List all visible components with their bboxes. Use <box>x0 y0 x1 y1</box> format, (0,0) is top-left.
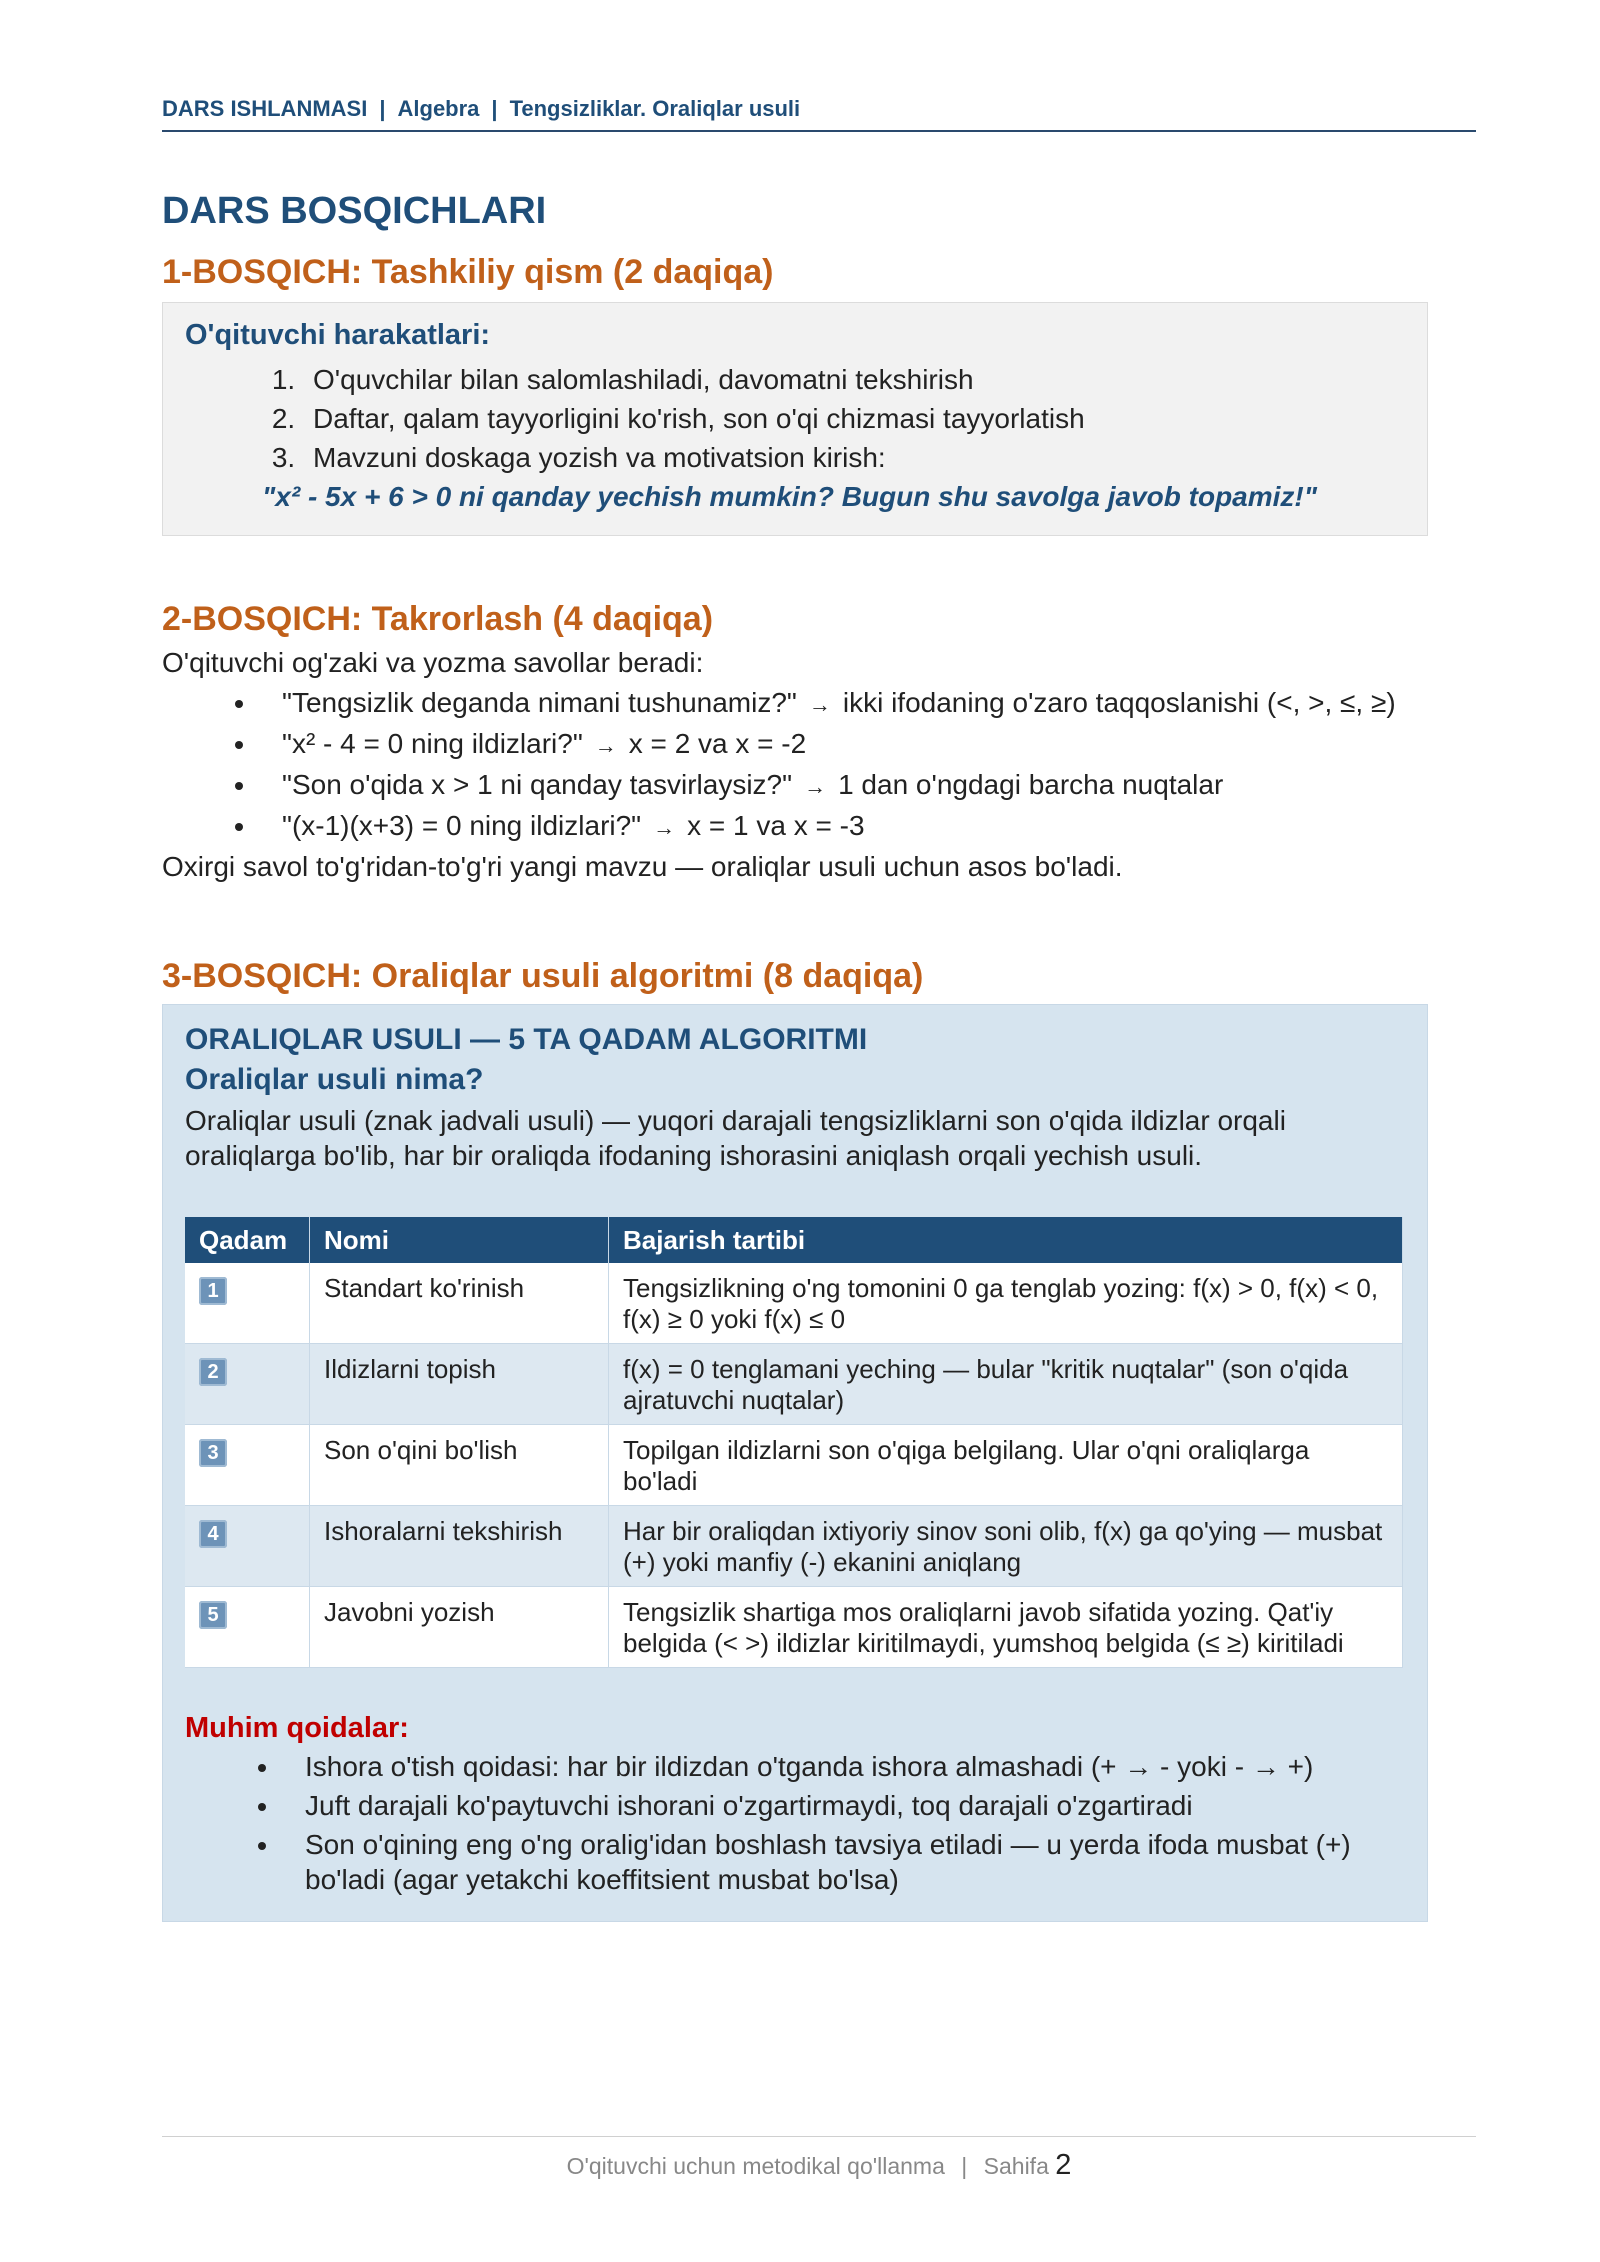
step-name-cell: Ildizlarni topish <box>310 1344 609 1425</box>
footer-text: O'qituvchi uchun metodikal qo'llanma <box>566 2153 945 2179</box>
stage1-box <box>162 302 1428 536</box>
stage2-outro: Oxirgi savol to'g'ridan-to'g'ri yangi mavzu — oraliqlar usuli uchun asos bo'ladi. <box>162 851 1123 882</box>
table-row <box>185 1425 1403 1506</box>
footer-page-label: Sahifa <box>983 2153 1049 2179</box>
header-topic: Tengsizliklar. Oraliqlar usuli <box>509 96 801 121</box>
header-separator: | <box>379 96 386 121</box>
arrow-icon: → <box>804 774 827 799</box>
keycap-number-icon: 5 <box>199 1601 227 1629</box>
keycap-number-icon: 4 <box>199 1520 227 1548</box>
list-item: 2. Daftar, qalam tayyorligini ko'rish, son o'qi chizmasi tayyorlatish <box>303 399 1405 438</box>
answer-text: x = 2 va x = -2 <box>628 728 807 759</box>
rules-title: Muhim qoidalar: <box>185 1712 409 1744</box>
step-desc-cell: Tengsizlik shartiga mos oraliqlarni javob sifatida yozing. Qat'iy belgida (< >) ildizlar kiritilmaydi, yumshoq belgida (≤ ≥) kiritiladi <box>609 1587 1403 1668</box>
algorithm-box-title: ORALIQLAR USULI — 5 TA QADAM ALGORITMI <box>185 1023 868 1056</box>
column-header: Bajarish tartibi <box>609 1217 1403 1263</box>
step-desc-cell: f(x) = 0 tenglamani yeching — bular "kritik nuqtalar" (son o'qida ajratuvchi nuqtalar) <box>609 1344 1403 1425</box>
list-item <box>258 806 1476 847</box>
step-name-cell: Javobni yozish <box>310 1587 609 1668</box>
keycap-number-icon: 3 <box>199 1439 227 1467</box>
step-name-cell: Son o'qini bo'lish <box>310 1425 609 1506</box>
list-item: 1. O'quvchilar bilan salomlashiladi, davomatni tekshirish <box>303 360 1405 399</box>
footer-separator: | <box>961 2153 968 2179</box>
step-number-cell <box>185 1587 310 1668</box>
main-content <box>162 190 1476 1922</box>
table-row <box>185 1587 1403 1668</box>
list-item: 3. Mavzuni doskaga yozish va motivatsion kirish: <box>303 438 1405 477</box>
page-title: DARS BOSQICHLARI <box>162 190 547 232</box>
list-item: • Ishora o'tish qoidasi: har bir ildizdan o'tganda ishora almashadi (+ → - yoki - → +) <box>281 1749 1405 1784</box>
motivation-quote: "x² - 5x + 6 > 0 ni qanday yechish mumkin? Bugun shu savolga javob topamiz!" <box>262 481 1318 512</box>
step-desc-cell: Har bir oraliqdan ixtiyoriy sinov soni olib, f(x) ga qo'ying — musbat (+) yoki manfiy (-) ekanini aniqlang <box>609 1506 1403 1587</box>
step-number-cell <box>185 1425 310 1506</box>
step-number-cell <box>185 1263 310 1344</box>
stage1-box-title: O'qituvchi harakatlari: <box>185 319 491 351</box>
answer-text: ikki ifodaning o'zaro taqqoslanishi (<, >, ≤, ≥) <box>842 687 1396 718</box>
definition-subtitle: Oraliqlar usuli nima? <box>185 1063 484 1096</box>
keycap-number-icon: 1 <box>199 1277 227 1305</box>
stage2-questions <box>162 683 1476 847</box>
page-number: 2 <box>1055 2149 1072 2181</box>
stage1-title: 1-BOSQICH: Tashkiliy qism (2 daqiqa) <box>162 253 774 291</box>
table-row <box>185 1506 1403 1587</box>
stage2-intro: O'qituvchi og'zaki va yozma savollar beradi: <box>162 647 704 678</box>
rules-list <box>185 1749 1405 1897</box>
step-name-cell: Standart ko'rinish <box>310 1263 609 1344</box>
list-item <box>258 724 1476 765</box>
stage3-box <box>162 1004 1428 1922</box>
question-text: "Son o'qida x > 1 ni qanday tasvirlaysiz?" <box>282 769 793 800</box>
step-number-cell <box>185 1344 310 1425</box>
step-desc-cell: Tengsizlikning o'ng tomonini 0 ga tenglab yozing: f(x) > 0, f(x) < 0, f(x) ≥ 0 yoki f(x) ≤ 0 <box>609 1263 1403 1344</box>
step-desc-cell: Topilgan ildizlarni son o'qiga belgilang. Ular o'qni oraliqlarga bo'ladi <box>609 1425 1403 1506</box>
list-item: • Juft darajali ko'paytuvchi ishorani o'zgartirmaydi, toq darajali o'zgartiradi <box>281 1788 1405 1823</box>
algorithm-table <box>185 1217 1403 1668</box>
column-header: Qadam <box>185 1217 310 1263</box>
arrow-icon: → <box>594 733 617 758</box>
step-number-cell <box>185 1506 310 1587</box>
list-item: • Son o'qining eng o'ng oralig'idan boshlash tavsiya etiladi — u yerda ifoda musbat (+) bo'ladi (agar yetakchi koeffitsient musbat bo'lsa) <box>281 1827 1405 1897</box>
page-header <box>162 96 1476 132</box>
arrow-icon: → <box>653 815 676 840</box>
header-subject: Algebra <box>397 96 480 121</box>
list-item <box>258 683 1476 724</box>
question-text: "(x-1)(x+3) = 0 ning ildizlari?" <box>282 810 642 841</box>
stage3-title: 3-BOSQICH: Oraliqlar usuli algoritmi (8 daqiqa) <box>162 957 924 995</box>
header-doc-type: DARS ISHLANMASI <box>162 96 368 121</box>
header-separator: | <box>491 96 498 121</box>
arrow-icon: → <box>808 692 831 717</box>
stage1-steps <box>185 360 1405 477</box>
step-name-cell: Ishoralarni tekshirish <box>310 1506 609 1587</box>
stage2-title: 2-BOSQICH: Takrorlash (4 daqiqa) <box>162 600 714 638</box>
column-header: Nomi <box>310 1217 609 1263</box>
list-item <box>258 765 1476 806</box>
answer-text: 1 dan o'ngdagi barcha nuqtalar <box>838 769 1224 800</box>
table-row <box>185 1263 1403 1344</box>
table-header-row <box>185 1217 1403 1263</box>
answer-text: x = 1 va x = -3 <box>687 810 865 841</box>
question-text: "x² - 4 = 0 ning ildizlari?" <box>282 728 583 759</box>
question-text: "Tengsizlik deganda nimani tushunamiz?" <box>282 687 797 718</box>
definition-text: Oraliqlar usuli (znak jadvali usuli) — yuqori darajali tengsizliklarni son o'qida ildizlar orqali oraliqlarga bo'lib, har bir oraliqda ifodaning ishorasini aniqlash orqali yechish usuli. <box>185 1105 1286 1171</box>
table-row <box>185 1344 1403 1425</box>
page-footer <box>162 2136 1476 2182</box>
keycap-number-icon: 2 <box>199 1358 227 1386</box>
